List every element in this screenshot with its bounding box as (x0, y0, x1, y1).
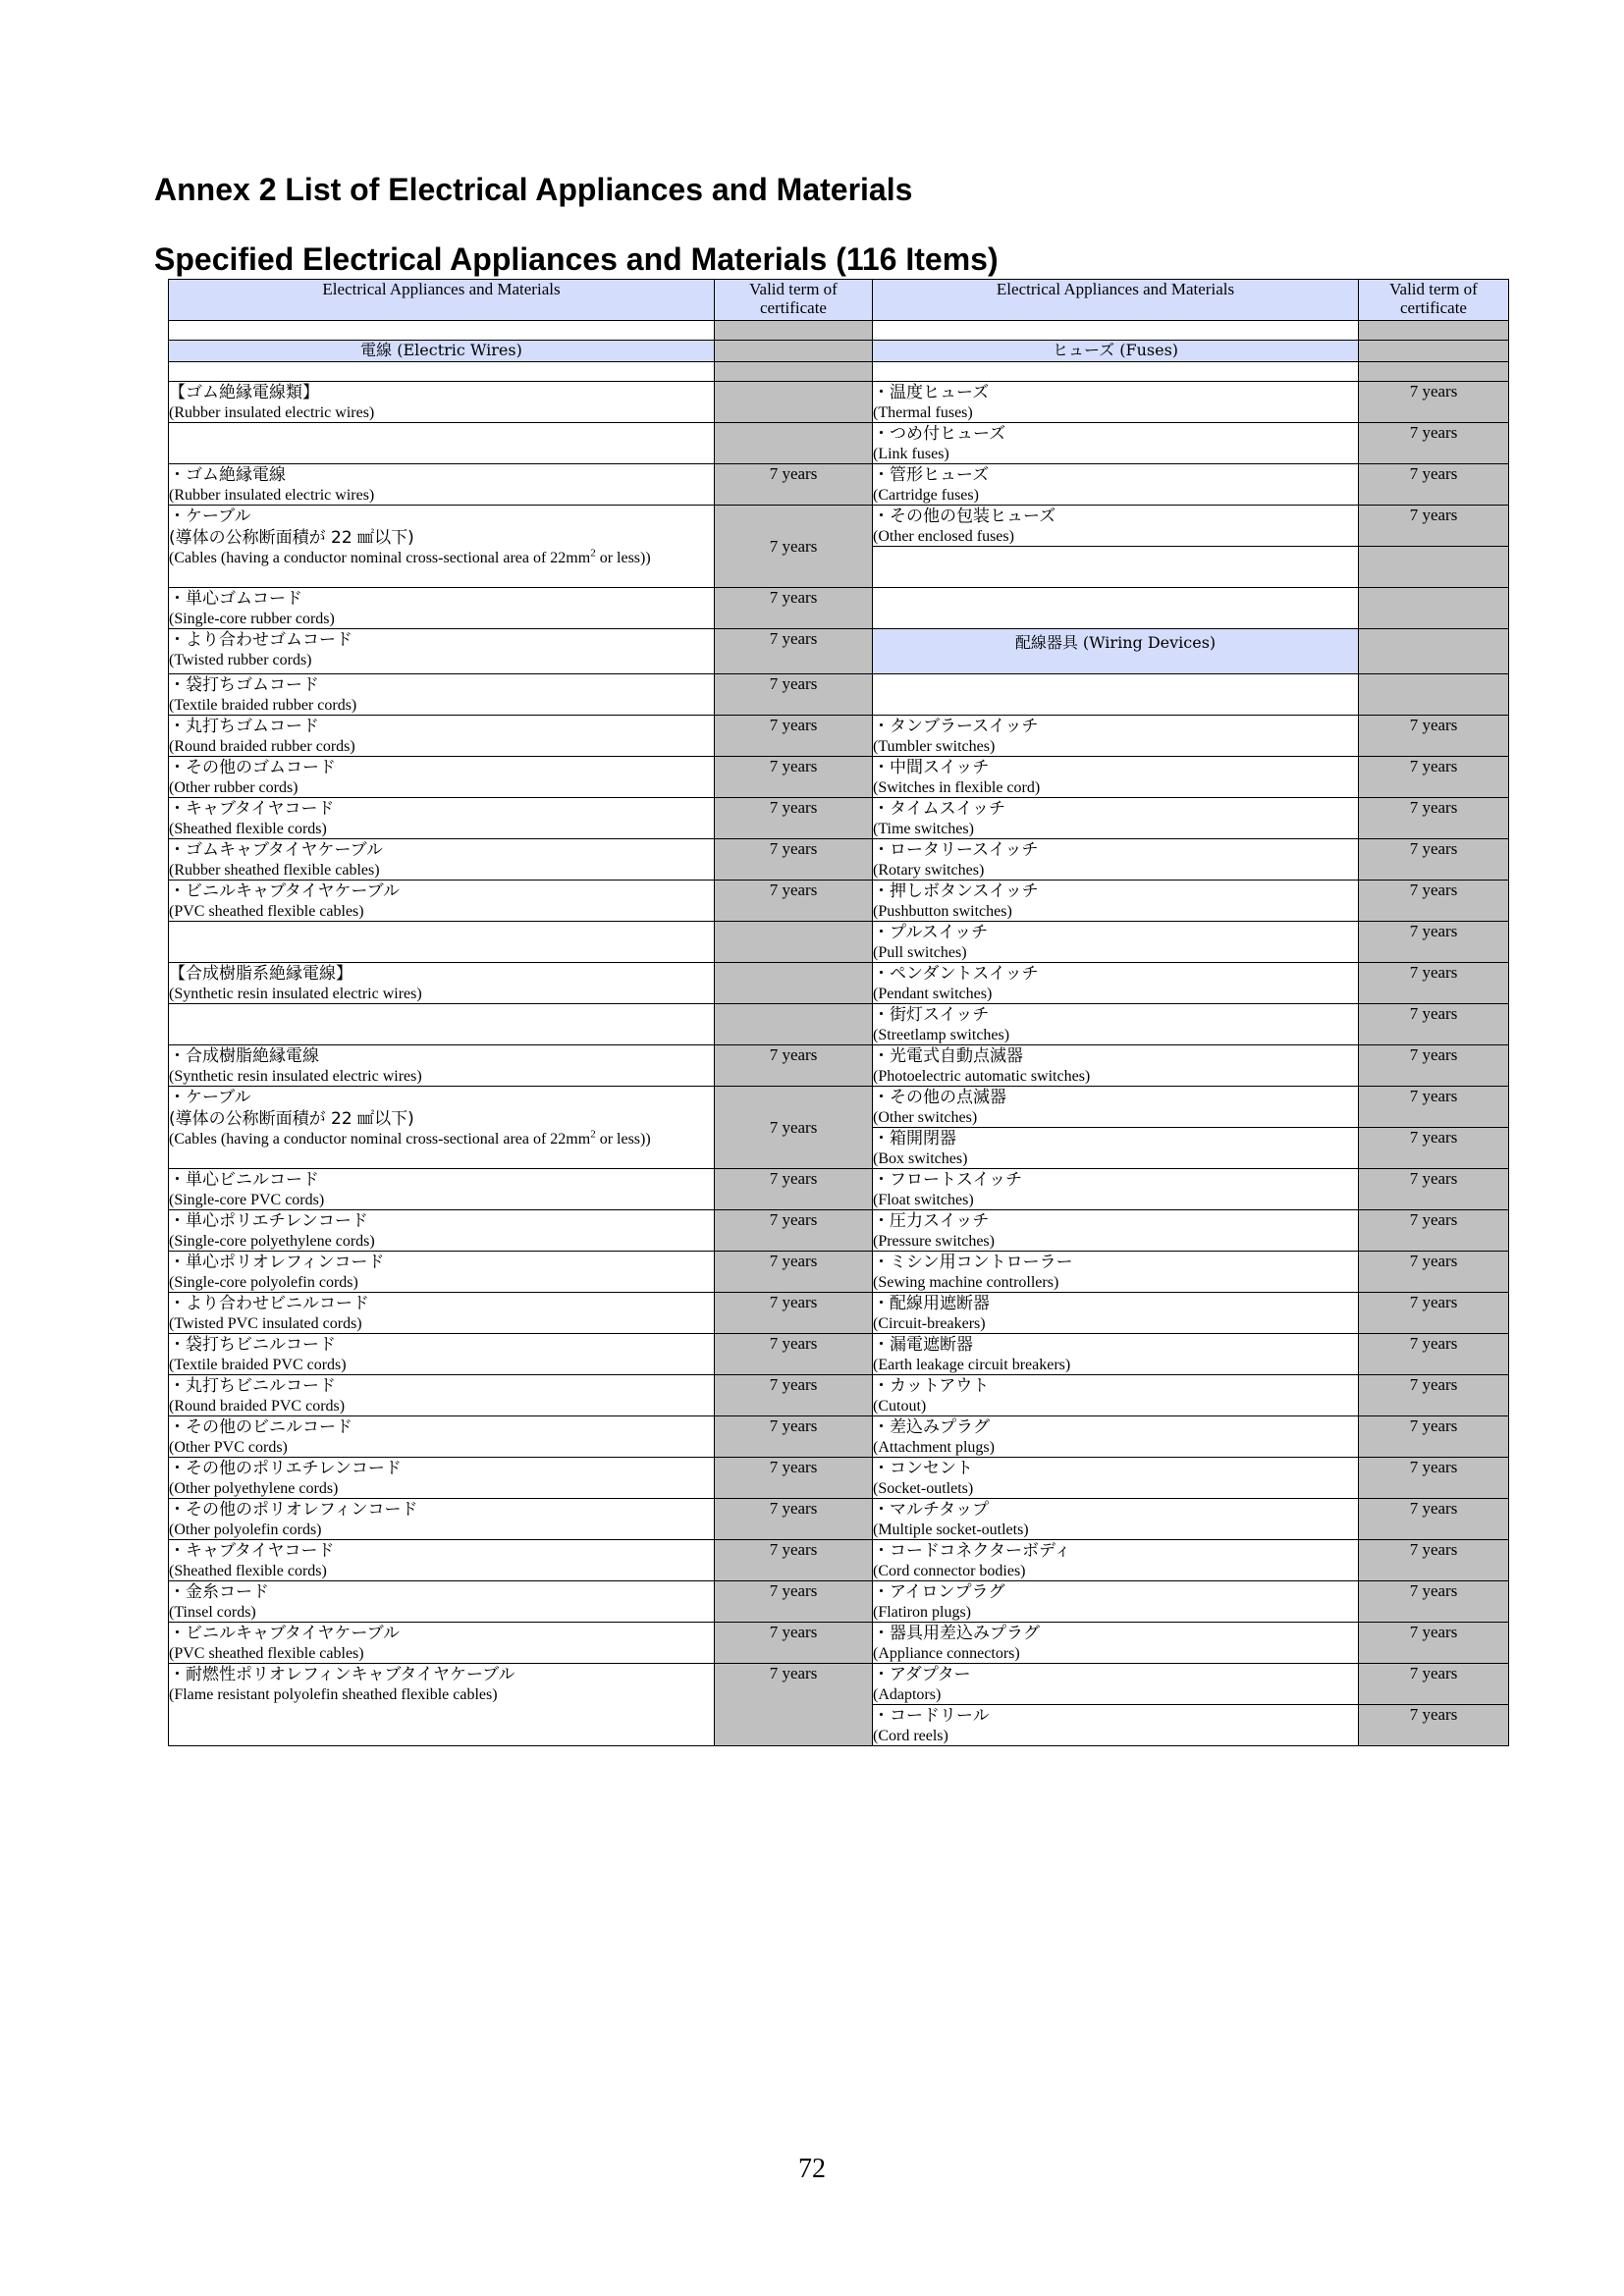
table-row (169, 1334, 1509, 1375)
right-item (873, 716, 1359, 757)
right-item (873, 506, 1359, 547)
table-row (169, 423, 1509, 464)
valid-term: 7 years (715, 1375, 873, 1416)
left-item-en: (Single-core polyethylene cords) (169, 1233, 375, 1250)
valid-term: 7 years (715, 674, 873, 716)
table-row (169, 1458, 1509, 1499)
right-item (873, 1499, 1359, 1540)
right-item-en: (Pull switches) (873, 944, 967, 961)
section-title: Specified Electrical Appliances and Materials (116 Items) (154, 241, 999, 277)
left-item-en: (Other rubber cords) (169, 779, 298, 796)
valid-term: 7 years (715, 1169, 873, 1210)
right-item-en: (Cord reels) (873, 1728, 948, 1744)
valid-term-empty (715, 362, 873, 382)
right-item-en: (Float switches) (873, 1192, 974, 1208)
left-item (169, 1210, 715, 1252)
left-item-en: (PVC sheathed flexible cables) (169, 903, 364, 920)
valid-term-empty (715, 341, 873, 362)
valid-term: 7 years (1359, 1087, 1509, 1128)
right-item-jp: ・つめ付ヒューズ (873, 424, 1006, 444)
right-item-en: (Cord connector bodies) (873, 1563, 1026, 1579)
right-item-en: (Box switches) (873, 1150, 968, 1167)
left-item-jp: ・キャブタイヤコード (169, 1541, 335, 1561)
left-item-en: (Cables (having a conductor nominal cross-sectional area of $22mm^2$ or less)) (169, 1128, 651, 1148)
left-item (169, 757, 715, 798)
right-item-en: (Earth leakage circuit breakers) (873, 1357, 1071, 1373)
right-item-en: (Socket-outlets) (873, 1480, 974, 1497)
valid-term: 7 years (715, 629, 873, 674)
table-row (169, 922, 1509, 963)
left-item-en: (Single-core polyolefin cords) (169, 1274, 358, 1291)
left-item-en: (Single-core PVC cords) (169, 1192, 325, 1208)
right-item-en: (Sewing machine controllers) (873, 1274, 1059, 1291)
valid-term: 7 years (715, 1087, 873, 1169)
left-item-en: (Other polyethylene cords) (169, 1480, 339, 1497)
right-item-en: (Pushbutton switches) (873, 903, 1012, 920)
empty-cell (873, 547, 1359, 588)
left-item (169, 798, 715, 839)
valid-term: 7 years (715, 1334, 873, 1375)
left-item (169, 1581, 715, 1623)
valid-term: 7 years (1359, 1416, 1509, 1458)
table-row (169, 588, 1509, 629)
left-item-jp: 【合成樹脂系絶縁電線】 (169, 964, 352, 984)
right-item-en: (Attachment plugs) (873, 1439, 995, 1456)
left-item (169, 1045, 715, 1087)
empty-cell (169, 321, 715, 341)
right-item-jp: ・押しボタンスイッチ (873, 881, 1039, 901)
column-header-term: Valid term of certificate (715, 280, 873, 321)
left-item-jp: ・袋打ちビニルコード (169, 1335, 336, 1355)
left-item-en: (Textile braided PVC cords) (169, 1357, 347, 1373)
left-item-jp: ・キャブタイヤコード (169, 799, 335, 819)
page-number: 72 (798, 2154, 826, 2184)
table-row (169, 674, 1509, 716)
left-item-jp: ・丸打ちゴムコード (169, 717, 319, 736)
valid-term: 7 years (715, 798, 873, 839)
valid-term: 7 years (1359, 464, 1509, 506)
right-item-en: (Other enclosed fuses) (873, 528, 1014, 545)
valid-term: 7 years (1359, 963, 1509, 1004)
right-item (873, 1252, 1359, 1293)
valid-term: 7 years (1359, 1540, 1509, 1581)
valid-term: 7 years (1359, 922, 1509, 963)
table-row (169, 757, 1509, 798)
valid-term: 7 years (1359, 881, 1509, 922)
valid-term: 7 years (1359, 1169, 1509, 1210)
right-item-jp: ・配線用遮断器 (873, 1294, 990, 1313)
left-item (169, 881, 715, 922)
table-row (169, 798, 1509, 839)
right-item-en: (Link fuses) (873, 446, 949, 462)
right-item-jp: ・タイムスイッチ (873, 799, 1005, 819)
right-item-jp: ・ロータリースイッチ (873, 840, 1039, 860)
left-item (169, 1540, 715, 1581)
valid-term-empty (715, 423, 873, 464)
valid-term: 7 years (1359, 1581, 1509, 1623)
left-item-jp: ・その他のビニルコード (169, 1417, 352, 1437)
right-item-jp: ・漏電遮断器 (873, 1335, 973, 1355)
valid-term: 7 years (1359, 757, 1509, 798)
right-item-en: (Appliance connectors) (873, 1645, 1020, 1662)
right-item-jp: ・管形ヒューズ (873, 465, 990, 485)
table-row (169, 1416, 1509, 1458)
right-item (873, 757, 1359, 798)
valid-term-empty (715, 922, 873, 963)
left-item (169, 839, 715, 881)
left-item-jp: ・ケーブル (169, 507, 251, 526)
right-item (873, 382, 1359, 423)
right-item-en: (Pressure switches) (873, 1233, 995, 1250)
table-row (169, 1540, 1509, 1581)
valid-term: 7 years (1359, 1375, 1509, 1416)
table-row (169, 963, 1509, 1004)
left-item (169, 464, 715, 506)
appliances-table (168, 279, 1509, 1746)
page-title: Annex 2 List of Electrical Appliances and Materials (154, 172, 913, 207)
left-item-jp: ・ビニルキャブタイヤケーブル (169, 881, 400, 901)
right-item-en: (Time switches) (873, 821, 974, 837)
left-item-en: (Sheathed flexible cords) (169, 821, 327, 837)
left-item-jp: ・その他のポリオレフィンコード (169, 1500, 418, 1520)
valid-term-empty (1359, 674, 1509, 716)
left-item (169, 1252, 715, 1293)
left-item (169, 1169, 715, 1210)
valid-term: 7 years (715, 1416, 873, 1458)
empty-cell (873, 362, 1359, 382)
right-item-jp: ・温度ヒューズ (873, 383, 990, 402)
left-item (169, 716, 715, 757)
table-row (169, 1664, 1509, 1705)
valid-term: 7 years (1359, 1004, 1509, 1045)
left-item-jp: ・その他のゴムコード (169, 758, 336, 777)
valid-term: 7 years (715, 1252, 873, 1293)
right-item-jp: ・アイロンプラグ (873, 1582, 1005, 1602)
empty-cell (169, 423, 715, 464)
right-item-jp: ・カットアウト (873, 1376, 990, 1396)
valid-term: 7 years (1359, 1458, 1509, 1499)
left-item-en: (Other PVC cords) (169, 1439, 288, 1456)
left-item-jp: ・単心ポリエチレンコード (169, 1211, 368, 1231)
valid-term-empty (1359, 362, 1509, 382)
right-item (873, 881, 1359, 922)
table-row (169, 1252, 1509, 1293)
left-item-en: (Round braided rubber cords) (169, 738, 355, 755)
table-row (169, 716, 1509, 757)
right-item-jp: ・コンセント (873, 1459, 973, 1478)
right-item (873, 1210, 1359, 1252)
table-row (169, 1169, 1509, 1210)
valid-term: 7 years (715, 757, 873, 798)
empty-cell (873, 321, 1359, 341)
right-item (873, 1087, 1359, 1128)
left-item-jp-note: (導体の公称断面積が 22 ㎟以下) (169, 528, 414, 548)
right-item-jp: ・差込みプラグ (873, 1417, 990, 1437)
right-item-jp: ・コードコネクターボディ (873, 1541, 1071, 1561)
valid-term: 7 years (1359, 1664, 1509, 1705)
left-item-en: (Round braided PVC cords) (169, 1398, 346, 1415)
table-row (169, 1087, 1509, 1128)
right-item-jp: ・圧力スイッチ (873, 1211, 990, 1231)
right-item-en: (Tumbler switches) (873, 738, 996, 755)
right-item (873, 798, 1359, 839)
right-item-jp: ・その他の点滅器 (873, 1088, 1006, 1107)
left-item-jp: ・単心ゴムコード (169, 589, 302, 609)
left-item-jp: ・耐燃性ポリオレフィンキャブタイヤケーブル (169, 1665, 515, 1684)
empty-cell (873, 674, 1359, 716)
right-item-en: (Pendant switches) (873, 986, 993, 1002)
right-item-en: (Cartridge fuses) (873, 487, 979, 504)
valid-term: 7 years (715, 1210, 873, 1252)
right-item-jp: ・箱開閉器 (873, 1129, 956, 1148)
left-item-jp: ・袋打ちゴムコード (169, 675, 319, 695)
left-item-en: (Twisted PVC insulated cords) (169, 1315, 362, 1332)
valid-term: 7 years (715, 1623, 873, 1664)
valid-term: 7 years (1359, 423, 1509, 464)
valid-term-empty (1359, 588, 1509, 629)
left-item-jp: ・ビニルキャブタイヤケーブル (169, 1624, 400, 1643)
left-item-en: (Rubber sheathed flexible cables) (169, 862, 380, 879)
valid-term: 7 years (715, 1458, 873, 1499)
valid-term: 7 years (1359, 1705, 1509, 1746)
valid-term-empty (1359, 341, 1509, 362)
left-item-en: (Synthetic resin insulated electric wires) (169, 1068, 422, 1085)
left-item-jp: ・ケーブル (169, 1088, 251, 1107)
table-row (169, 881, 1509, 922)
right-item-en: (Streetlamp switches) (873, 1027, 1010, 1043)
left-item (169, 382, 715, 423)
right-item (873, 1293, 1359, 1334)
left-item-jp: ・丸打ちビニルコード (169, 1376, 336, 1396)
valid-term: 7 years (715, 1293, 873, 1334)
valid-term-empty (715, 321, 873, 341)
left-item-en: (Rubber insulated electric wires) (169, 404, 375, 421)
right-item-en: (Flatiron plugs) (873, 1604, 971, 1621)
left-item-jp: ・合成樹脂絶縁電線 (169, 1046, 319, 1066)
category-wiring-devices: 配線器具 (Wiring Devices) (873, 629, 1359, 674)
left-item (169, 506, 715, 588)
right-item-en: (Photoelectric automatic switches) (873, 1068, 1091, 1085)
right-item (873, 1581, 1359, 1623)
left-item-en: (Sheathed flexible cords) (169, 1563, 327, 1579)
valid-term: 7 years (715, 1664, 873, 1746)
table-row (169, 464, 1509, 506)
valid-term: 7 years (1359, 1293, 1509, 1334)
empty-cell (169, 1004, 715, 1045)
valid-term: 7 years (1359, 1252, 1509, 1293)
valid-term: 7 years (715, 839, 873, 881)
right-item (873, 1004, 1359, 1045)
valid-term: 7 years (1359, 382, 1509, 423)
left-item-en: (Textile braided rubber cords) (169, 697, 357, 714)
left-item-en: (Cables (having a conductor nominal cross-sectional area of $22mm^2$ or less)) (169, 547, 651, 566)
right-item (873, 1664, 1359, 1705)
right-item (873, 1458, 1359, 1499)
category-electric-wires: 電線 (Electric Wires) (169, 341, 715, 362)
left-item-jp: ・より合わせビニルコード (169, 1294, 369, 1313)
valid-term: 7 years (1359, 1045, 1509, 1087)
table-row (169, 1293, 1509, 1334)
left-item-jp: ・単心ビニルコード (169, 1170, 319, 1190)
table-row (169, 1623, 1509, 1664)
left-item-jp: ・ゴムキャブタイヤケーブル (169, 840, 383, 860)
left-item (169, 1293, 715, 1334)
left-item-en: (Single-core rubber cords) (169, 611, 335, 627)
table-row (169, 839, 1509, 881)
column-header-term: Valid term of certificate (1359, 280, 1509, 321)
right-item-en: (Other switches) (873, 1109, 978, 1126)
table-row (169, 629, 1509, 674)
empty-cell (873, 588, 1359, 629)
left-item-en: (Tinsel cords) (169, 1604, 256, 1621)
valid-term-empty (1359, 547, 1509, 588)
right-item-en: (Switches in flexible cord) (873, 779, 1041, 796)
right-item-en: (Thermal fuses) (873, 404, 973, 421)
valid-term: 7 years (715, 1499, 873, 1540)
table-row (169, 506, 1509, 547)
valid-term-empty (1359, 629, 1509, 674)
table-row (169, 1375, 1509, 1416)
right-item (873, 464, 1359, 506)
left-item-jp: ・単心ポリオレフィンコード (169, 1253, 385, 1272)
valid-term: 7 years (715, 716, 873, 757)
table-row (169, 1210, 1509, 1252)
left-item (169, 1499, 715, 1540)
right-item (873, 1416, 1359, 1458)
valid-term: 7 years (715, 464, 873, 506)
left-item (169, 1416, 715, 1458)
valid-term: 7 years (715, 588, 873, 629)
right-item-jp: ・ペンダントスイッチ (873, 964, 1039, 984)
left-item (169, 629, 715, 674)
table-row (169, 1499, 1509, 1540)
right-item (873, 839, 1359, 881)
right-item (873, 1623, 1359, 1664)
left-item (169, 588, 715, 629)
valid-term: 7 years (1359, 1210, 1509, 1252)
empty-cell (169, 922, 715, 963)
left-item-en: (Flame resistant polyolefin sheathed flexible cables) (169, 1686, 498, 1703)
right-item-jp: ・フロートスイッチ (873, 1170, 1023, 1190)
right-item-en: (Adaptors) (873, 1686, 942, 1703)
valid-term: 7 years (1359, 798, 1509, 839)
right-item-en: (Cutout) (873, 1398, 927, 1415)
left-item (169, 1664, 715, 1746)
left-item (169, 1623, 715, 1664)
valid-term-empty (715, 382, 873, 423)
right-item-en: (Multiple socket-outlets) (873, 1522, 1029, 1538)
left-item-jp: ・より合わせゴムコード (169, 630, 352, 650)
valid-term: 7 years (1359, 1128, 1509, 1169)
table-row (169, 1581, 1509, 1623)
right-item-jp: ・ミシン用コントローラー (873, 1253, 1073, 1272)
right-item (873, 1045, 1359, 1087)
left-item-en: (Twisted rubber cords) (169, 652, 312, 668)
valid-term-empty (715, 963, 873, 1004)
right-item-jp: ・器具用差込みプラグ (873, 1624, 1040, 1643)
empty-cell (169, 362, 715, 382)
right-item-jp: ・その他の包装ヒューズ (873, 507, 1056, 526)
valid-term: 7 years (1359, 1334, 1509, 1375)
category-fuses: ヒューズ (Fuses) (873, 341, 1359, 362)
left-item (169, 1334, 715, 1375)
right-item (873, 1705, 1359, 1746)
right-item-jp: ・光電式自動点滅器 (873, 1046, 1023, 1066)
right-item-jp: ・プルスイッチ (873, 923, 989, 942)
right-item (873, 1169, 1359, 1210)
valid-term: 7 years (1359, 506, 1509, 547)
valid-term-empty (1359, 321, 1509, 341)
right-item-jp: ・街灯スイッチ (873, 1005, 990, 1025)
right-item-jp: ・中間スイッチ (873, 758, 990, 777)
right-item-jp: ・マルチタップ (873, 1500, 990, 1520)
table-row (169, 1045, 1509, 1087)
table-header-row (169, 280, 1509, 321)
right-item (873, 1128, 1359, 1169)
right-item (873, 1540, 1359, 1581)
right-item-en: (Circuit-breakers) (873, 1315, 986, 1332)
left-item-en: (Rubber insulated electric wires) (169, 487, 375, 504)
left-item-en: (Synthetic resin insulated electric wires) (169, 986, 422, 1002)
table-row (169, 382, 1509, 423)
right-item (873, 1334, 1359, 1375)
left-item (169, 963, 715, 1004)
column-header-item: Electrical Appliances and Materials (873, 280, 1359, 321)
right-item-jp: ・コードリール (873, 1706, 990, 1726)
left-item-en: (Other polyolefin cords) (169, 1522, 322, 1538)
valid-term: 7 years (715, 1581, 873, 1623)
column-header-item: Electrical Appliances and Materials (169, 280, 715, 321)
left-item (169, 674, 715, 716)
table-row (169, 1004, 1509, 1045)
left-item-jp: ・金糸コード (169, 1582, 269, 1602)
left-item-en: (PVC sheathed flexible cables) (169, 1645, 364, 1662)
left-item-jp: ・その他のポリエチレンコード (169, 1459, 402, 1478)
category-row (169, 341, 1509, 362)
valid-term: 7 years (715, 506, 873, 588)
valid-term-empty (715, 1004, 873, 1045)
right-item (873, 423, 1359, 464)
left-item (169, 1375, 715, 1416)
left-item-jp: 【ゴム絶縁電線類】 (169, 383, 319, 402)
right-item (873, 922, 1359, 963)
left-item (169, 1458, 715, 1499)
valid-term: 7 years (1359, 716, 1509, 757)
right-item-jp: ・タンブラースイッチ (873, 717, 1039, 736)
valid-term: 7 years (715, 1045, 873, 1087)
right-item-en: (Rotary switches) (873, 862, 985, 879)
left-item (169, 1087, 715, 1169)
left-item-jp: ・ゴム絶縁電線 (169, 465, 286, 485)
left-item-jp-note: (導体の公称断面積が 22 ㎟以下) (169, 1109, 414, 1129)
right-item (873, 963, 1359, 1004)
valid-term: 7 years (715, 1540, 873, 1581)
right-item (873, 1375, 1359, 1416)
right-item-jp: ・アダプター (873, 1665, 971, 1684)
valid-term: 7 years (1359, 839, 1509, 881)
valid-term: 7 years (715, 881, 873, 922)
valid-term: 7 years (1359, 1623, 1509, 1664)
valid-term: 7 years (1359, 1499, 1509, 1540)
